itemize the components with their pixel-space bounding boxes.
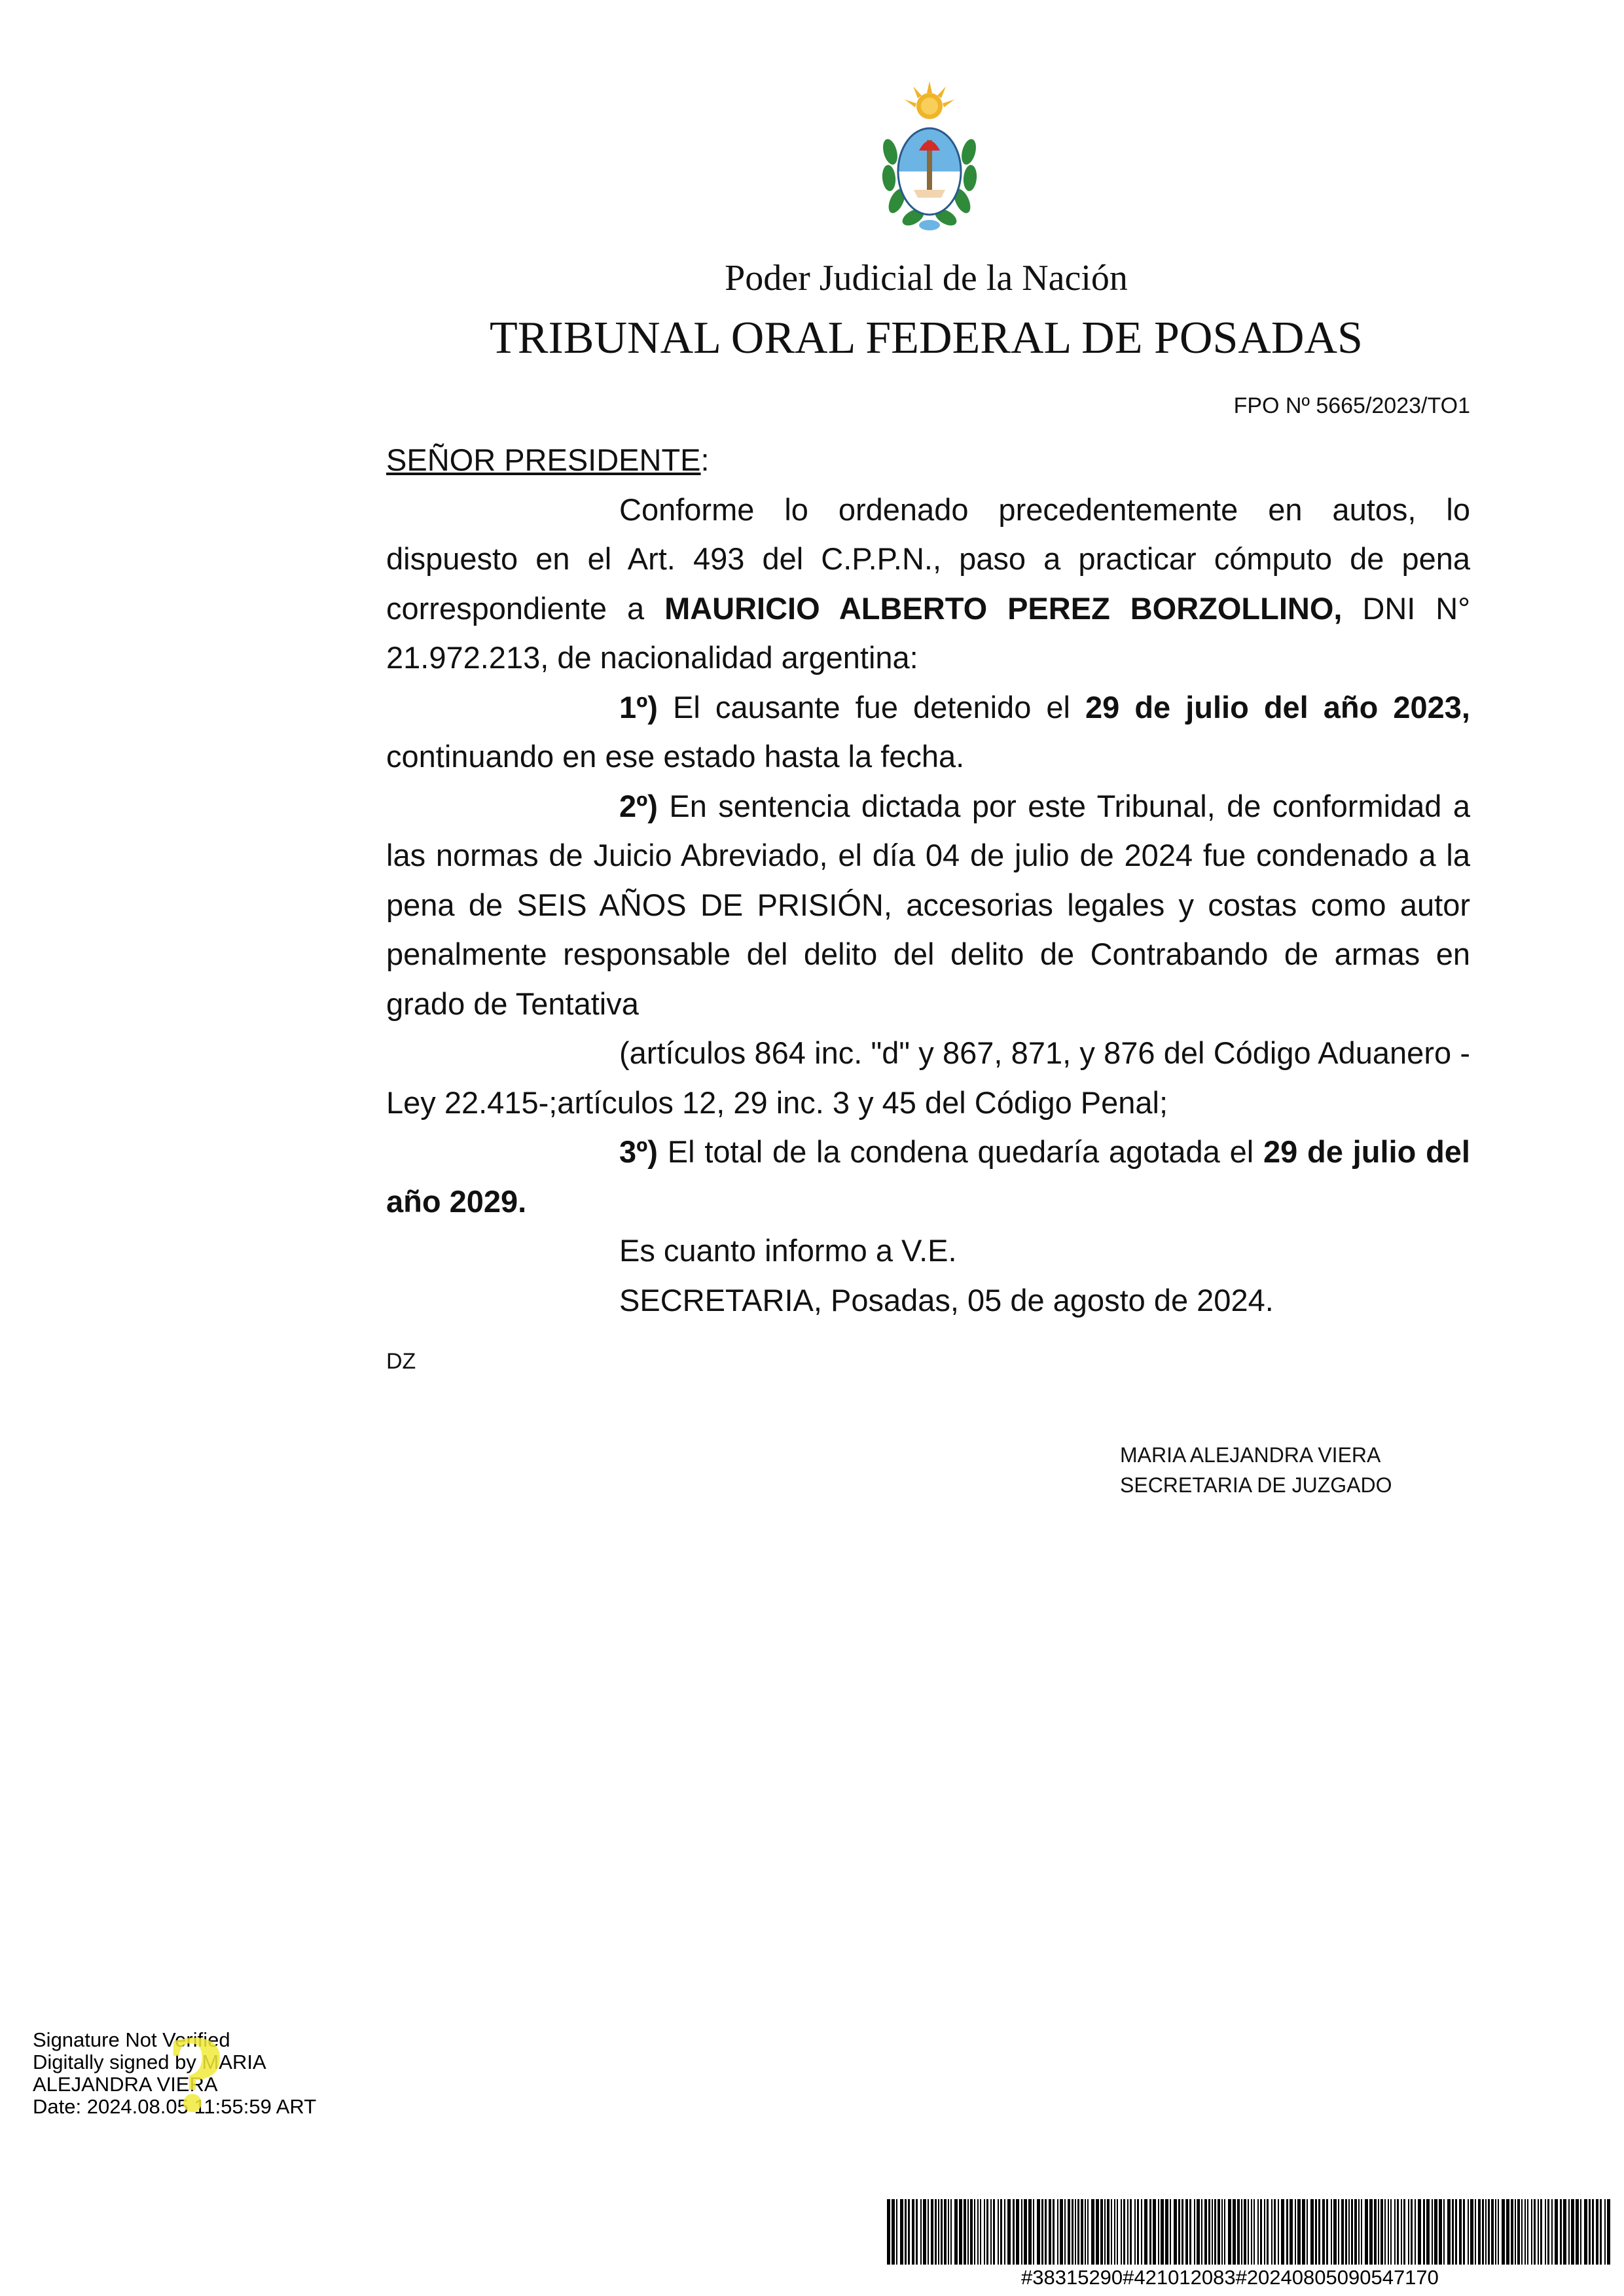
paragraph-1 <box>386 683 1470 781</box>
barcode-icon <box>887 2199 1611 2265</box>
signature-status-icon: ? <box>167 2019 225 2134</box>
shield-icon <box>897 126 962 217</box>
sun-icon <box>905 81 954 119</box>
paragraph-2 <box>386 781 1470 1029</box>
intro-text: Conforme lo ordenado precedentemente en autos, lo dispuesto en el Art. 493 del C.P.P.N., paso a practicar cómputo de pena correspondiente a <box>386 492 1470 626</box>
signature-status: Signature Not Verified <box>33 2028 230 2051</box>
sentence-end-date: 29 de julio del año 2029. <box>386 1134 1470 1219</box>
paragraph-2-label: 2º) <box>619 788 658 823</box>
intro-paragraph <box>386 485 1470 683</box>
detention-date: 29 de julio del año 2023, <box>1085 689 1470 725</box>
court-title: TRIBUNAL ORAL FEDERAL DE POSADAS <box>490 313 1363 363</box>
signatory-name: MARIA ALEJANDRA VIERA <box>1120 1443 1381 1467</box>
place-date-line: SECRETARIA, Posadas, 05 de agosto de 2024. <box>619 1282 1274 1318</box>
defendant-name: MAURICIO ALBERTO PEREZ BORZOLLINO, <box>664 590 1343 626</box>
intro-text-end: DNI N° 21.972.213, de nacionalidad argentina: <box>386 590 1470 675</box>
institution-title: Poder Judicial de la Nación <box>725 258 1128 298</box>
barcode-number: #38315290#421012083#20240805090547170 <box>1021 2266 1439 2289</box>
salutation <box>386 435 1470 485</box>
signatory-title: SECRETARIA DE JUZGADO <box>1120 1473 1392 1497</box>
paragraph-3-text: El total de la condena quedaría agotada el <box>657 1134 1263 1169</box>
salutation-text: SEÑOR PRESIDENTE <box>386 442 701 477</box>
file-number: FPO Nº 5665/2023/TO1 <box>1233 393 1470 418</box>
paragraph-1-text: El causante fue detenido el <box>657 689 1085 725</box>
paragraph-1-text-end: continuando en ese estado hasta la fecha. <box>386 739 965 774</box>
paragraph-1-label: 1º) <box>619 689 658 725</box>
initials: DZ <box>386 1349 416 1374</box>
paragraph-3 <box>386 1127 1470 1226</box>
paragraph-3-label: 3º) <box>619 1134 658 1169</box>
coat-of-arms-emblem <box>877 80 982 237</box>
signed-by-name: ALEJANDRA VIERA <box>33 2073 218 2096</box>
closing-line: Es cuanto informo a V.E. <box>619 1233 957 1268</box>
paragraph-2-articles: (artículos 864 inc. "d" y 867, 871, y 876 del Código Aduanero -Ley 22.415-;artículos 12, 29 inc. 3 y 45 del Código Penal; <box>386 1035 1470 1120</box>
signed-by: Digitally signed by MARIA <box>33 2051 266 2073</box>
paragraph-2-text: En sentencia dictada por este Tribunal, de conformidad a las normas de Juicio Abreviado, el día 04 de julio de 2024 fue condenado a la pena de SEIS AÑOS DE PRISIÓN, accesorias legales y costas como autor penalmente responsable del delito del delito de Contrabando de armas en grado de Tentativa <box>386 788 1470 1021</box>
signature-date: Date: 2024.08.05 11:55:59 ART <box>33 2095 317 2118</box>
salutation-colon: : <box>700 442 710 477</box>
signature-block <box>1120 1440 1392 1500</box>
document-body <box>386 435 1470 1325</box>
